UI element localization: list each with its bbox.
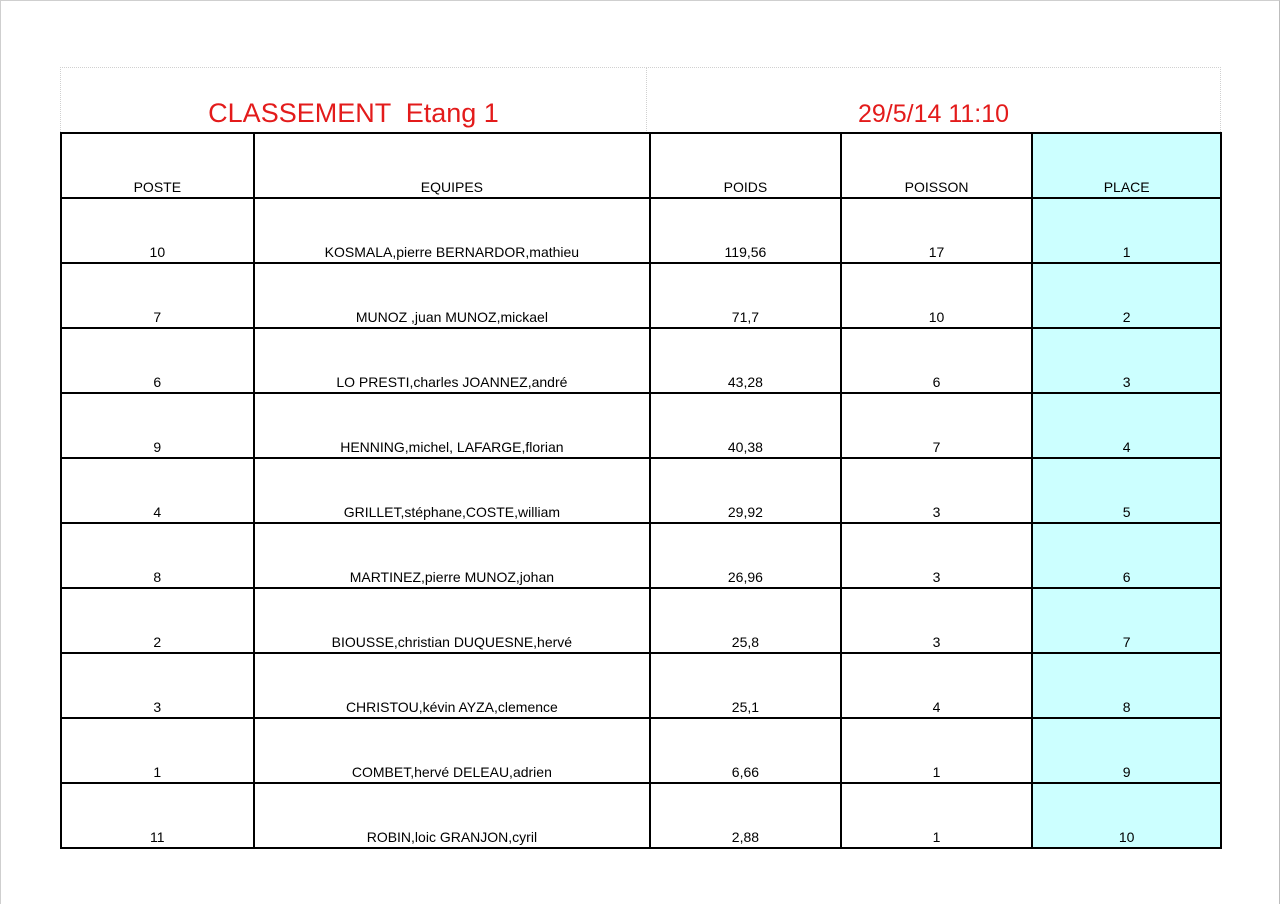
column-header-poids: POIDS	[650, 133, 841, 198]
cell-poisson: 17	[841, 198, 1033, 263]
cell-equipes: GRILLET,stéphane,COSTE,william	[254, 458, 650, 523]
cell-poids: 40,38	[650, 393, 841, 458]
cell-poste: 9	[61, 393, 254, 458]
cell-place: 8	[1032, 653, 1221, 718]
column-header-equipes: EQUIPES	[254, 133, 650, 198]
table-row	[61, 328, 1221, 393]
cell-equipes: ROBIN,loic GRANJON,cyril	[254, 783, 650, 848]
cell-poste: 7	[61, 263, 254, 328]
table-header-row	[61, 133, 1221, 198]
cell-poste: 11	[61, 783, 254, 848]
table-row	[61, 198, 1221, 263]
cell-poste: 3	[61, 653, 254, 718]
cell-equipes: COMBET,hervé DELEAU,adrien	[254, 718, 650, 783]
cell-poisson: 3	[841, 588, 1033, 653]
cell-place: 6	[1032, 523, 1221, 588]
table-row	[61, 393, 1221, 458]
page-title: CLASSEMENT Etang 1	[208, 98, 499, 128]
cell-poisson: 3	[841, 523, 1033, 588]
cell-place: 7	[1032, 588, 1221, 653]
cell-place: 10	[1032, 783, 1221, 848]
table-row	[61, 718, 1221, 783]
column-header-poste: POSTE	[61, 133, 254, 198]
cell-poids: 29,92	[650, 458, 841, 523]
table-row	[61, 523, 1221, 588]
cell-poisson: 6	[841, 328, 1033, 393]
cell-equipes: LO PRESTI,charles JOANNEZ,andré	[254, 328, 650, 393]
cell-poste: 1	[61, 718, 254, 783]
cell-poids: 25,8	[650, 588, 841, 653]
cell-equipes: MARTINEZ,pierre MUNOZ,johan	[254, 523, 650, 588]
cell-equipes: HENNING,michel, LAFARGE,florian	[254, 393, 650, 458]
cell-poisson: 7	[841, 393, 1033, 458]
table-row	[61, 263, 1221, 328]
cell-poids: 43,28	[650, 328, 841, 393]
column-header-poisson: POISSON	[841, 133, 1033, 198]
cell-poids: 25,1	[650, 653, 841, 718]
cell-poste: 4	[61, 458, 254, 523]
cell-equipes: KOSMALA,pierre BERNARDOR,mathieu	[254, 198, 650, 263]
cell-poisson: 1	[841, 718, 1033, 783]
cell-place: 4	[1032, 393, 1221, 458]
report-datetime: 29/5/14 11:10	[857, 100, 1010, 128]
cell-poste: 2	[61, 588, 254, 653]
cell-place: 9	[1032, 718, 1221, 783]
cell-place: 1	[1032, 198, 1221, 263]
cell-poisson: 3	[841, 458, 1033, 523]
cell-equipes: CHRISTOU,kévin AYZA,clemence	[254, 653, 650, 718]
cell-poisson: 4	[841, 653, 1033, 718]
column-header-place: PLACE	[1032, 133, 1221, 198]
table-row	[61, 783, 1221, 848]
cell-equipes: MUNOZ ,juan MUNOZ,mickael	[254, 263, 650, 328]
cell-poids: 71,7	[650, 263, 841, 328]
table-row	[61, 458, 1221, 523]
report-header	[60, 67, 1221, 132]
cell-poids: 2,88	[650, 783, 841, 848]
cell-poste: 8	[61, 523, 254, 588]
table-row	[61, 653, 1221, 718]
cell-poisson: 1	[841, 783, 1033, 848]
cell-poids: 26,96	[650, 523, 841, 588]
cell-poisson: 10	[841, 263, 1033, 328]
cell-poids: 6,66	[650, 718, 841, 783]
cell-poste: 6	[61, 328, 254, 393]
cell-place: 3	[1032, 328, 1221, 393]
table-row	[61, 588, 1221, 653]
cell-poids: 119,56	[650, 198, 841, 263]
ranking-table	[60, 132, 1222, 849]
cell-place: 2	[1032, 263, 1221, 328]
cell-equipes: BIOUSSE,christian DUQUESNE,hervé	[254, 588, 650, 653]
cell-place: 5	[1032, 458, 1221, 523]
cell-poste: 10	[61, 198, 254, 263]
